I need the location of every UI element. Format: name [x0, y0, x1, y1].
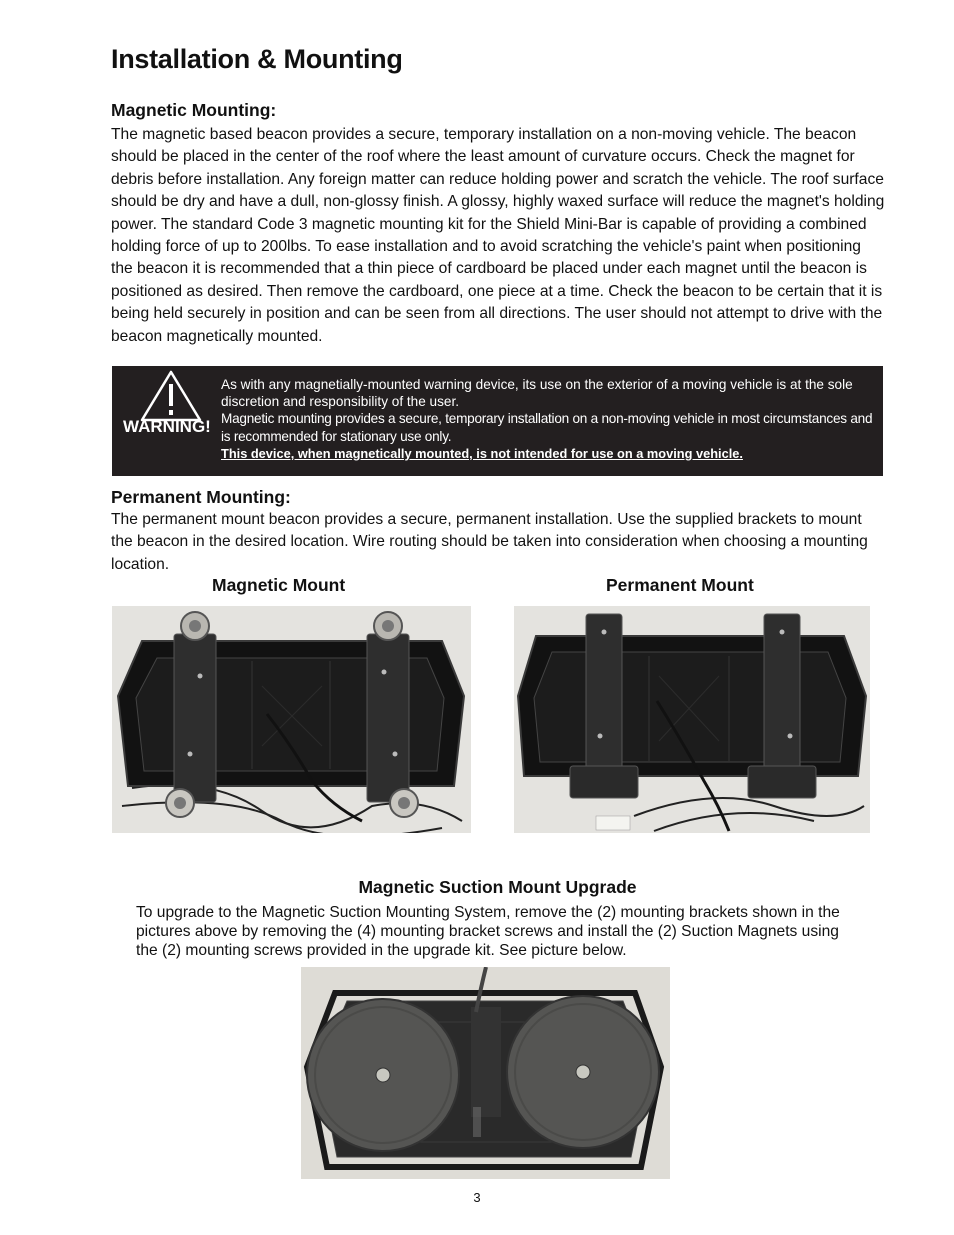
- permanent-mount-caption: Permanent Mount: [606, 575, 754, 595]
- warning-text: [221, 376, 881, 462]
- magnetic-mounting-heading: Magnetic Mounting:: [111, 100, 277, 120]
- suction-mount-photo: [301, 967, 670, 1179]
- warning-line-3: This device, when magnetically mounted, is not intended for use on a moving vehicle.: [221, 445, 743, 461]
- permanent-mount-photo: [514, 606, 870, 833]
- permanent-mounting-paragraph: The permanent mount beacon provides a secure, permanent installation. Use the supplied brackets to mount the beacon in the desired location. Wire routing should be taken into consideration when choosing a mounting location.: [111, 511, 868, 573]
- magnetic-mount-photo: [112, 606, 471, 833]
- permanent-mounting-heading: Permanent Mounting:: [111, 487, 291, 507]
- suction-upgrade-paragraph: To upgrade to the Magnetic Suction Mounting System, remove the (2) mounting brackets shown in the pictures above by removing the (4) mounting bracket screws and install the (2) Suction Magnets using the (2) mounting screws provided in the upgrade kit. See picture below.: [136, 904, 840, 959]
- magnetic-mounting-paragraph: The magnetic based beacon provides a secure, temporary installation on a non-moving vehicle. The beacon should be placed in the center of the roof where the least amount of curvature occurs. Check the magnet for debris before installation. Any foreign matter can reduce holding power and scratch the vehicle. The roof surface should be dry and have a dull, non-glossy finish. A glossy, highly waxed surface will reduce the magnet's holding power. The standard Code 3 magnetic mounting kit for the Shield Mini-Bar is capable of providing a combined holding force of up to 200lbs. To ease installation and to avoid scratching the vehicle's paint when positioning the beacon it is recommended that a thin piece of cardboard be placed under each magnet until the beacon is positioned as desired. Then remove the cardboard, one piece at a time. Check the beacon to be certain that it is being held securely in position and can be seen from all directions. The user should not attempt to drive with the beacon magnetically mounted.: [111, 126, 885, 345]
- warning-box: [112, 366, 883, 476]
- warning-line-1: As with any magnetially-mounted warning device, its use on the exterior of a moving vehicle is at the sole discretion and responsibility of the user.: [221, 377, 853, 410]
- page-number: 3: [473, 1190, 481, 1205]
- magnetic-mount-caption: Magnetic Mount: [212, 575, 346, 595]
- page-title: Installation & Mounting: [111, 44, 403, 74]
- warning-line-2: Magnetic mounting provides a secure, temporary installation on a non-moving vehicle in most circumstances and is recommended for stationary use only.: [221, 411, 873, 444]
- warning-triangle-icon: [140, 370, 202, 422]
- warning-label: WARNING!: [123, 417, 211, 436]
- suction-upgrade-heading: Magnetic Suction Mount Upgrade: [358, 877, 637, 897]
